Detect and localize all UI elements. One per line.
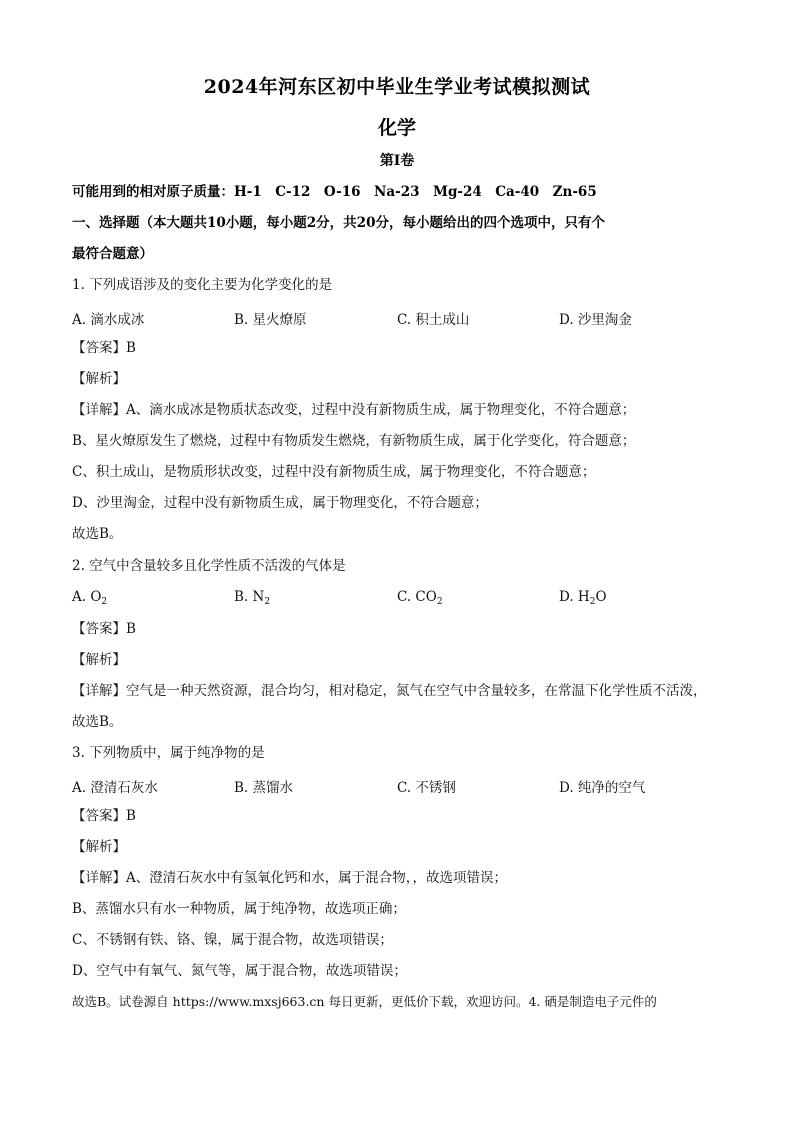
q2-detail-line: 【详解】空气是一种天然资源，混合均匀，相对稳定，氮气在空气中含量较多，在常温下化学性质不活泼， bbox=[72, 683, 707, 699]
q1-detail-line: 【详解】A、滴水成冰是物质状态改变，过程中没有新物质生成，属于物理变化，不符合题意； bbox=[72, 402, 636, 418]
volume-title: 第I卷 bbox=[379, 153, 415, 169]
q3-answer: 【答案】B bbox=[72, 808, 136, 824]
q1-option-a: A. 滴水成冰 bbox=[72, 312, 145, 328]
q2-analysis-label: 【解析】 bbox=[72, 652, 126, 668]
q3-conclusion-with-source: 故选B。试卷源自 https://www.mxsj663.cn 每日更新，更低价下载，欢迎访问。4. 硒是制造电子元件的 bbox=[72, 994, 657, 1009]
section-heading-line2: 最符合题意） bbox=[72, 246, 153, 262]
q3-detail-line: 【详解】A、澄清石灰水中有氢氧化钙和水，属于混合物，，故选项错误； bbox=[72, 870, 507, 886]
subject-title: 化学 bbox=[377, 117, 416, 139]
atomic-masses: 可能用到的相对原子质量：H-1 C-12 O-16 Na-23 Mg-24 Ca-40 Zn-65 bbox=[72, 184, 597, 200]
q2-option-c: C. $CO_2$ bbox=[397, 589, 443, 607]
q1-detail-line: D、沙里淘金，过程中没有新物质生成，属于物理变化，不符合题意； bbox=[72, 495, 488, 511]
q2-option-d: D. $H_2O$ bbox=[559, 589, 607, 607]
q3-option-b: B. 蒸馏水 bbox=[234, 780, 294, 796]
q3-analysis-label: 【解析】 bbox=[72, 839, 126, 855]
q2-conclusion: 故选B。 bbox=[72, 714, 123, 730]
q2-option-b: B. $N_2$ bbox=[234, 589, 271, 607]
q3-detail-line: B、蒸馏水只有水一种物质，属于纯净物，故选项正确； bbox=[72, 901, 406, 917]
q1-answer: 【答案】B bbox=[72, 340, 136, 356]
q1-detail-line: C、积土成山，是物质形状改变，过程中没有新物质生成，属于物理变化，不符合题意； bbox=[72, 464, 596, 480]
q1-analysis-label: 【解析】 bbox=[72, 371, 126, 387]
question-1-stem: 1. 下列成语涉及的变化主要为化学变化的是 bbox=[72, 277, 333, 293]
q2-answer: 【答案】B bbox=[72, 621, 136, 637]
q1-detail-line: B、星火燎原发生了燃烧，过程中有物质发生燃烧，有新物质生成，属于化学变化，符合题意； bbox=[72, 433, 636, 449]
q3-option-c: C. 不锈钢 bbox=[397, 780, 456, 796]
q3-detail-line: C、不锈钢有铁、铬、镍，属于混合物，故选项错误； bbox=[72, 932, 393, 948]
question-3-stem: 3. 下列物质中，属于纯净物的是 bbox=[72, 745, 265, 761]
q3-detail-line: D、空气中有氧气、氮气等，属于混合物，故选项错误； bbox=[72, 963, 407, 979]
question-2-stem: 2. 空气中含量较多且化学性质不活泼的气体是 bbox=[72, 558, 346, 574]
q3-option-a: A. 澄清石灰水 bbox=[72, 780, 158, 796]
q1-option-c: C. 积土成山 bbox=[397, 312, 470, 328]
q1-conclusion: 故选B。 bbox=[72, 526, 123, 542]
section-heading-line1: 一、选择题（本大题共10小题，每小题2分，共20分，每小题给出的四个选项中，只有个 bbox=[72, 215, 605, 231]
q3-option-d: D. 纯净的空气 bbox=[559, 780, 646, 796]
q2-option-a: A. $O_2$ bbox=[72, 589, 108, 607]
q1-option-d: D. 沙里淘金 bbox=[559, 312, 632, 328]
exam-title: 2024年河东区初中毕业生学业考试模拟测试 bbox=[203, 76, 591, 98]
q1-option-b: B. 星火燎原 bbox=[234, 312, 307, 328]
